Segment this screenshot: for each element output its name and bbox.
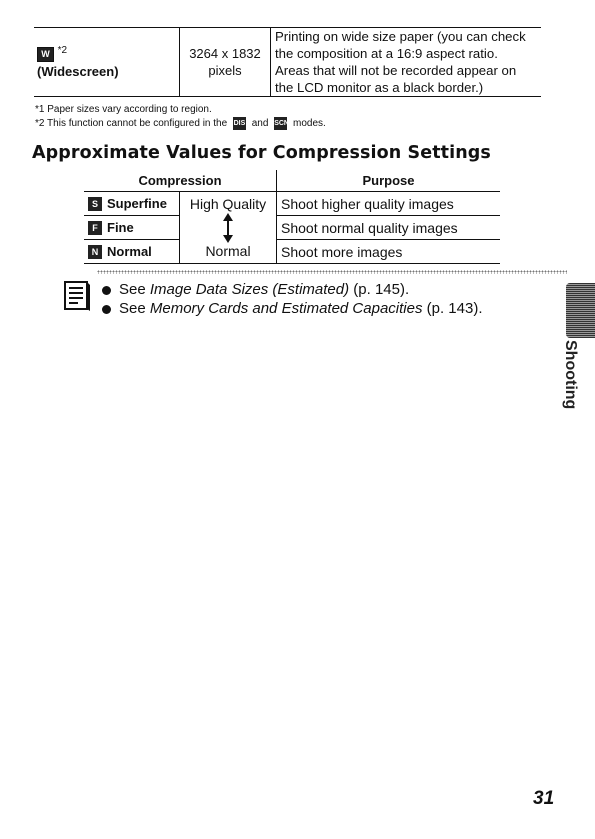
memo-icon <box>64 281 90 311</box>
bullet-icon <box>102 305 111 314</box>
widescreen-icon: W <box>37 47 54 62</box>
superfine-icon: S <box>88 197 102 211</box>
note-link: Memory Cards and Estimated Capacities <box>149 300 423 317</box>
chapter-tab <box>566 283 595 338</box>
note-item: See Image Data Sizes (Estimated) (p. 145). <box>102 280 483 299</box>
footnote-2-text: *2 This function cannot be configured in the <box>35 118 228 130</box>
section-heading: Approximate Values for Compression Settings <box>32 143 491 163</box>
desc-line: Printing on wide size paper (you can check <box>275 29 526 44</box>
compression-name: Superfine <box>107 195 167 211</box>
quality-normal: Normal <box>180 240 277 264</box>
desc-line: Areas that will not be recorded appear on <box>275 63 517 78</box>
note-link: Image Data Sizes (Estimated) <box>149 281 350 298</box>
widescreen-size-cell <box>180 28 271 97</box>
header-purpose: Purpose <box>277 170 501 192</box>
quality-arrow-icon <box>180 216 277 240</box>
note-item: See Memory Cards and Estimated Capacities (p. 143). <box>102 299 483 318</box>
desc-line: the composition at a 16:9 aspect ratio. <box>275 46 498 61</box>
footnote-1: *1 Paper sizes vary according to region. <box>35 104 212 115</box>
compression-name: Normal <box>107 243 152 259</box>
compression-table <box>84 170 500 264</box>
scene-mode-icon: SCN <box>274 117 287 130</box>
header-compression: Compression <box>84 170 277 192</box>
fine-icon: F <box>88 221 102 235</box>
quality-high: High Quality <box>180 192 277 216</box>
table-row <box>84 216 500 240</box>
size-line-2: pixels <box>208 63 242 78</box>
footnote-2 <box>35 117 326 130</box>
purpose-text: Shoot more images <box>277 240 501 264</box>
widescreen-table <box>34 27 541 97</box>
table-row <box>84 240 500 264</box>
dotted-divider <box>97 270 567 274</box>
footnote-2-and: and <box>251 118 269 130</box>
size-line-1: 3264 x 1832 <box>189 46 261 61</box>
purpose-text: Shoot higher quality images <box>277 192 501 216</box>
table-row <box>84 192 500 216</box>
chapter-tab-label: Shooting <box>562 340 579 410</box>
footnote-ref: *2 <box>57 44 68 56</box>
bullet-icon <box>102 286 111 295</box>
desc-line: the LCD monitor as a black border.) <box>275 80 484 95</box>
widescreen-label-cell <box>34 28 180 97</box>
widescreen-label: (Widescreen) <box>37 64 119 80</box>
purpose-text: Shoot normal quality images <box>277 216 501 240</box>
digital-macro-mode-icon: DIS <box>233 117 246 130</box>
normal-icon: N <box>88 245 102 259</box>
page-number: 31 <box>533 788 555 809</box>
footnote-2-end: modes. <box>292 118 326 130</box>
notes-list <box>102 280 483 318</box>
compression-name: Fine <box>107 219 134 235</box>
